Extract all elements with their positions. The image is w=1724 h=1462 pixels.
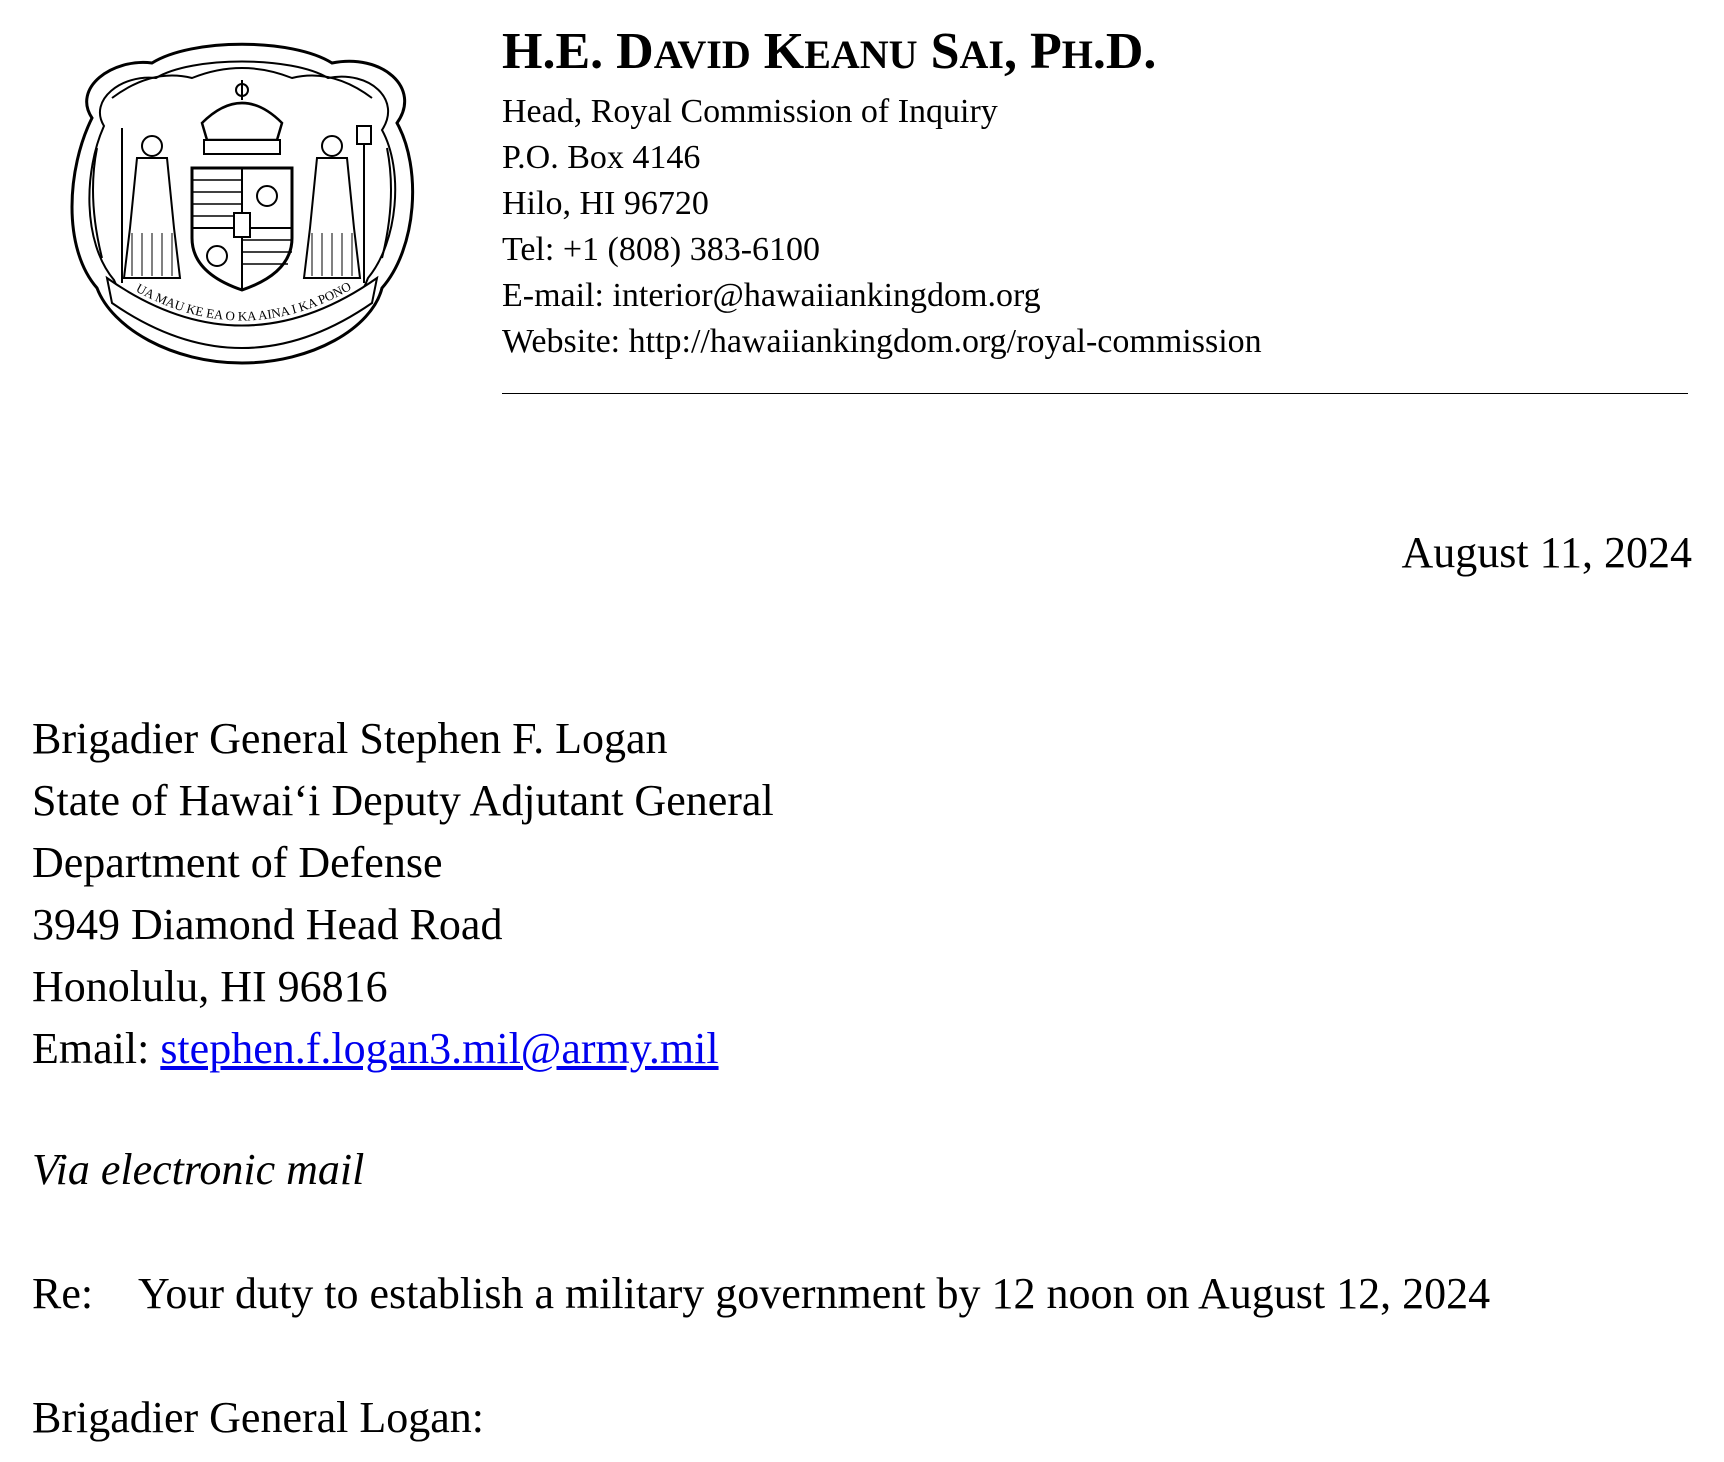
subject-label: Re: xyxy=(32,1269,94,1318)
delivery-method: Via electronic mail xyxy=(32,1145,365,1194)
sender-po-box: P.O. Box 4146 xyxy=(502,139,701,176)
seal-motto: UA MAU KE EA O KA AINA I KA PONO xyxy=(133,278,354,324)
recipient-department: Department of Defense xyxy=(32,838,443,887)
recipient-street: 3949 Diamond Head Road xyxy=(32,900,503,949)
subject-text: Your duty to establish a military government by 12 noon on August 12, 2024 xyxy=(138,1269,1491,1318)
recipient-city: Honolulu, HI 96816 xyxy=(32,962,388,1011)
recipient-email-line xyxy=(32,1018,774,1080)
letter-date: August 11, 2024 xyxy=(1401,528,1692,577)
letterhead xyxy=(502,22,1262,365)
recipient-name: Brigadier General Stephen F. Logan xyxy=(32,714,668,763)
recipient-address xyxy=(32,708,774,1080)
recipient-email-link[interactable]: stephen.f.logan3.mil@army.mil xyxy=(160,1024,719,1073)
letterhead-divider xyxy=(502,393,1688,394)
royal-seal-logo xyxy=(52,28,432,368)
sender-email: E-mail: interior@hawaiiankingdom.org xyxy=(502,277,1041,314)
sender-name: H.E. DAVID KEANU SAI, PH.D. xyxy=(502,23,1157,80)
recipient-email-label: Email: xyxy=(32,1024,161,1073)
salutation: Brigadier General Logan: xyxy=(32,1393,485,1442)
sender-title: Head, Royal Commission of Inquiry xyxy=(502,93,998,130)
subject-line xyxy=(32,1266,1490,1322)
sender-tel: Tel: +1 (808) 383-6100 xyxy=(502,231,821,268)
sender-website: Website: http://hawaiiankingdom.org/royal-commission xyxy=(502,323,1262,360)
sender-city: Hilo, HI 96720 xyxy=(502,185,709,222)
recipient-title: State of Hawaiʻi Deputy Adjutant General xyxy=(32,776,774,825)
